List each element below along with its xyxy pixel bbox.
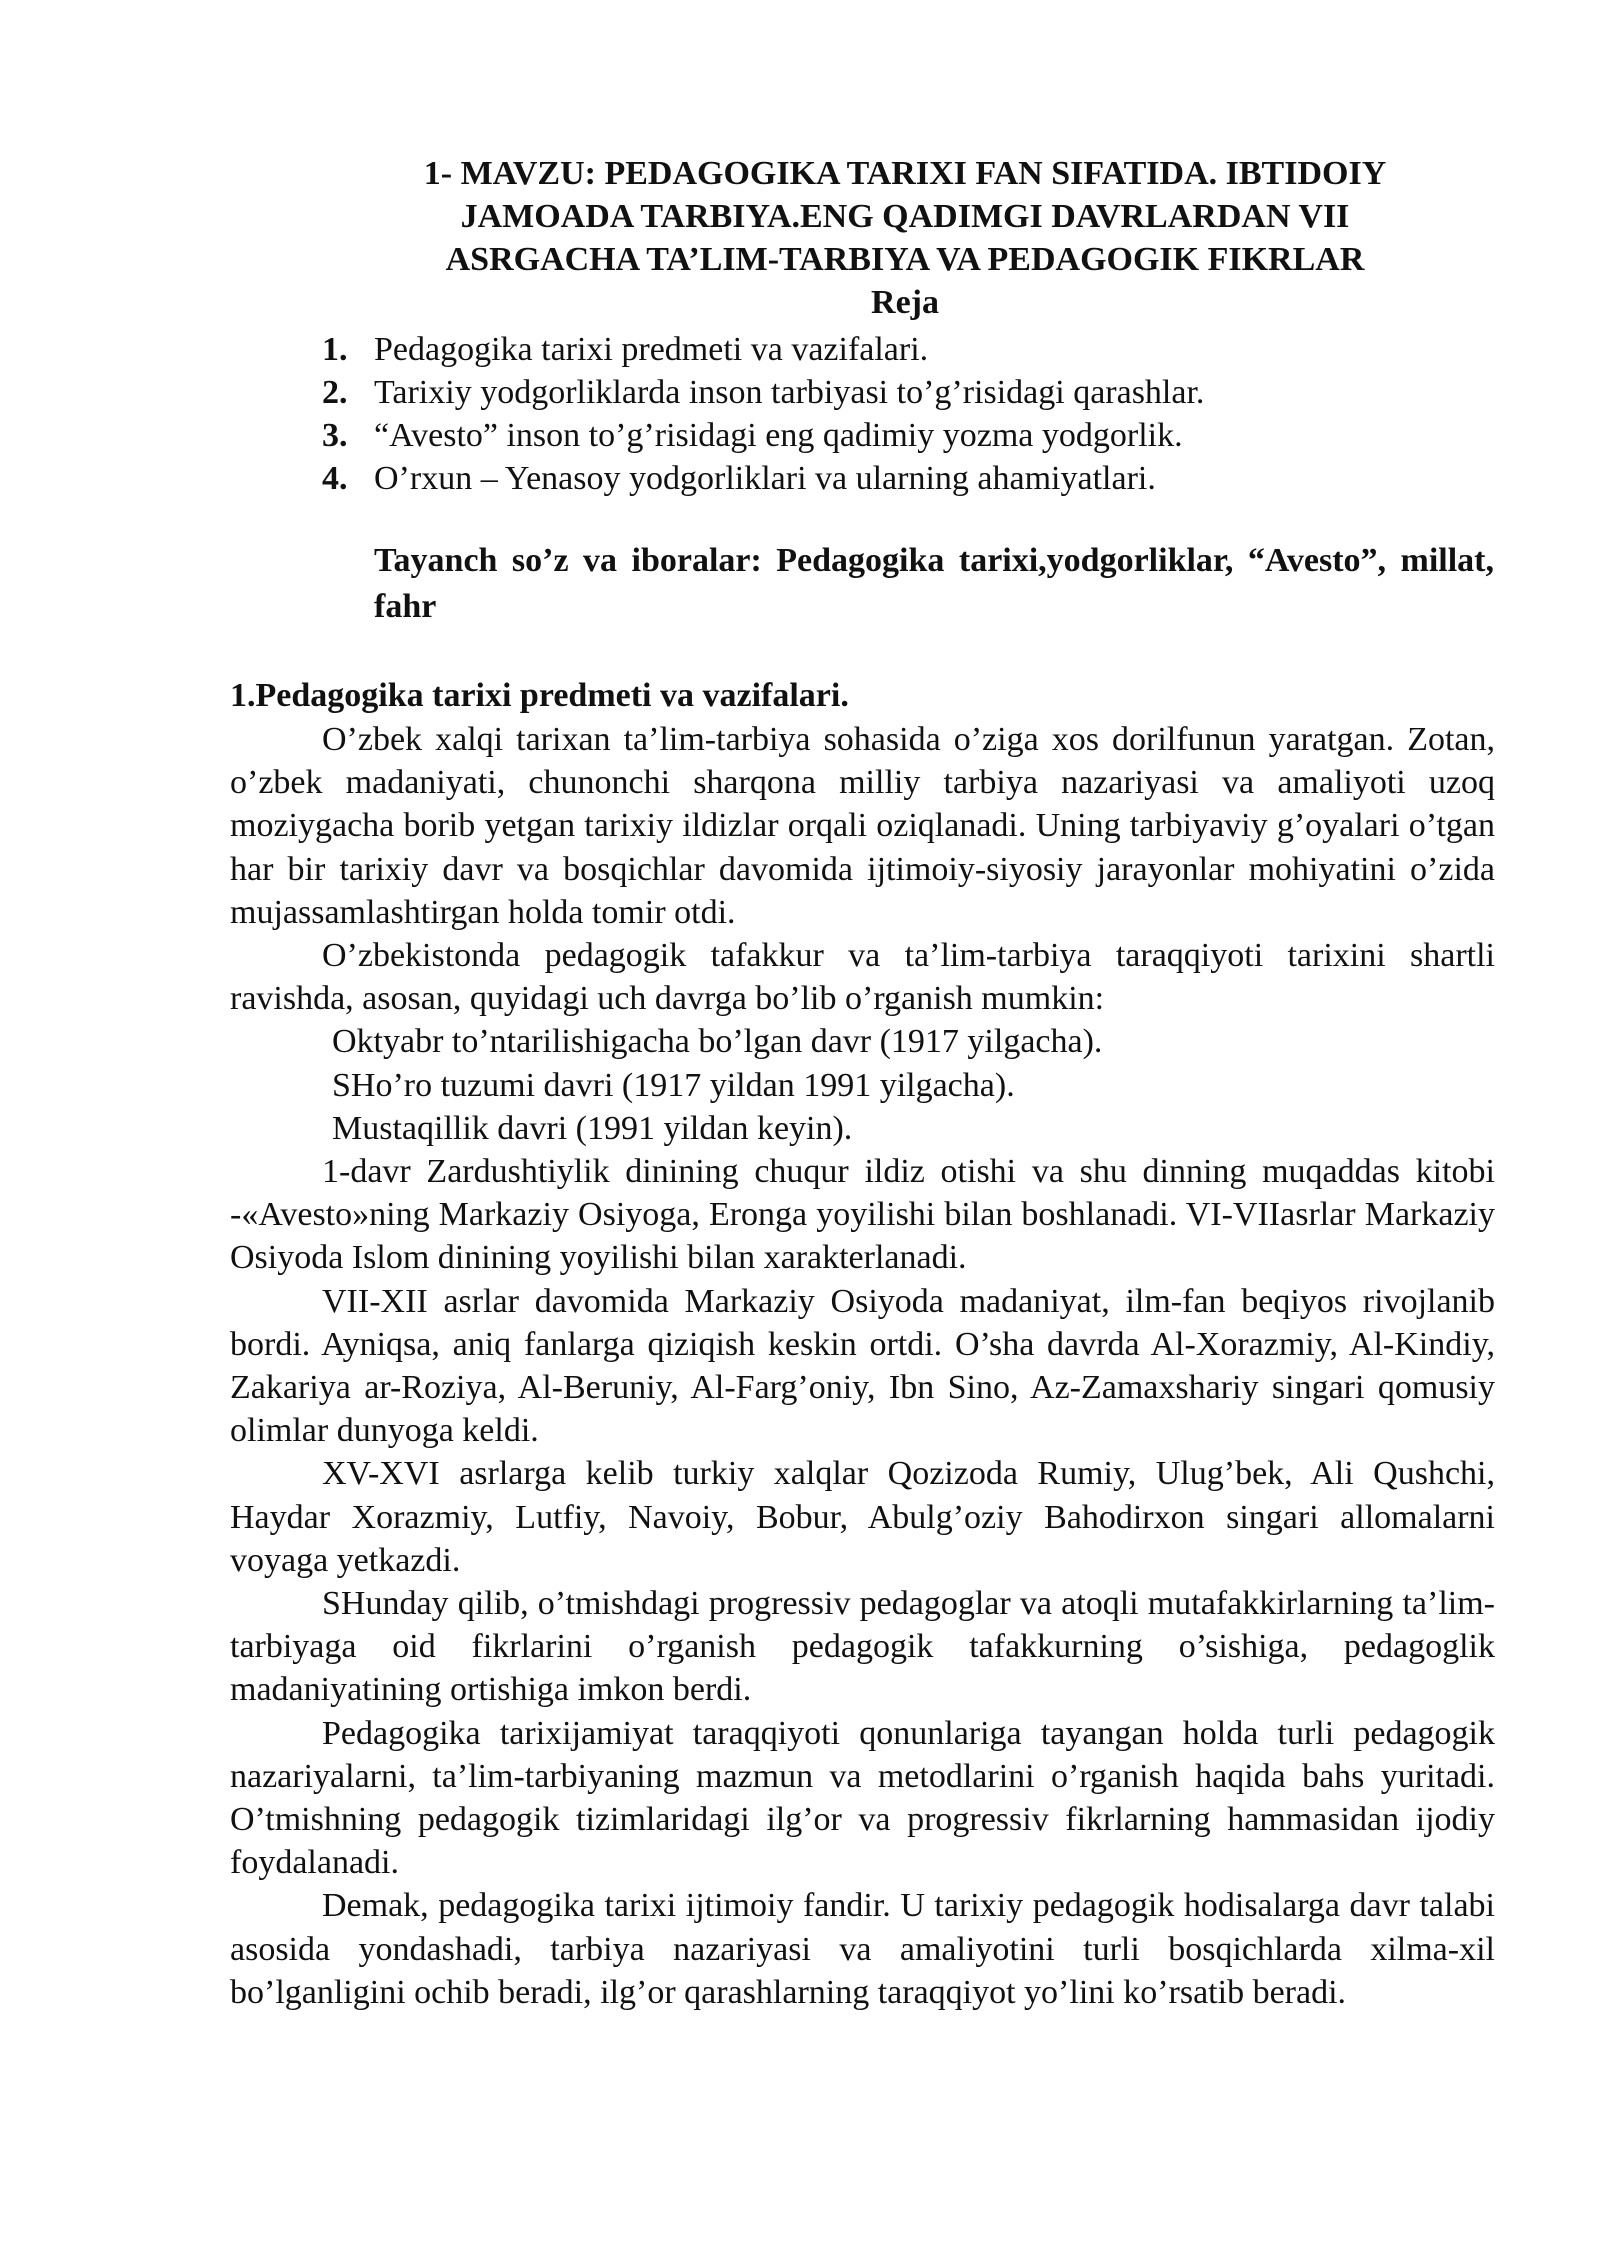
- plan-list: [322, 328, 1204, 500]
- section-heading: 1.Pedagogika tarixi predmeti va vazifalari.: [230, 677, 849, 714]
- title-line: JAMOADA TARBIYA.ENG QADIMGI DAVRLARDAN VII: [460, 198, 1350, 235]
- plan-heading: Reja: [871, 284, 939, 321]
- body-paragraph: O’zbekistonda pedagogik tafakkur va ta’lim-tarbiya taraqqiyoti tarixini shartli ravishda, asosan, quyidagi uch davrga bo’lib o’rganish mumkin:: [230, 937, 1495, 1018]
- body-text: [230, 718, 1495, 2014]
- period-item: SHo’ro tuzumi davri (1917 yildan 1991 yilgacha).: [332, 1066, 1015, 1104]
- body-paragraph: Pedagogika tarixijamiyat taraqqiyoti qonunlariga tayangan holda turli pedagogik nazariyalarni, ta’lim-tarbiyaning mazmun va metodlarini o’rganish haqida bahs yuritadi. O’tmishning pedagogik tizimlaridagi ilg’or va progressiv fikrlarning hammasidan ijodiy foydalanadi.: [230, 1714, 1495, 1882]
- title-line: 1- MAVZU: PEDAGOGIKA TARIXI FAN SIFATIDA. IBTIDOIY: [423, 155, 1387, 192]
- period-item: Oktyabr to’ntarilishigacha bo’lgan davr (1917 yilgacha).: [332, 1023, 1103, 1061]
- body-paragraph: O’zbek xalqi tarixan ta’lim-tarbiya sohasida o’ziga xos dorilfunun yaratgan. Zotan, o’zbek madaniyati, chunonchi sharqona milliy tarbiya nazariyasi va amaliyoti uzoq moziygacha borib yetgan tarixiy ildizlar orqali oziqlanadi. Uning tarbiyaviy g’oyalari o’tgan har bir tarixiy davr va bosqichlar davomida ijtimoiy-siyosiy jarayonlar mohiyatini o’zida mujassamlashtirgan holda tomir otdi.: [230, 721, 1495, 931]
- body-paragraph: SHunday qilib, o’tmishdagi progressiv pedagoglar va atoqli mutafakkirlarning ta’lim-tarbiyaga oid fikrlarini o’rganish pedagogik tafakkurning o’sishiga, pedagoglik madaniyatining ortishiga imkon berdi.: [230, 1585, 1495, 1709]
- plan-item-number: 4.: [322, 460, 348, 497]
- title-line: ASRGACHA TA’LIM-TARBIYA VA PEDAGOGIK FIKRLAR: [445, 241, 1365, 278]
- body-paragraph: XV-XVI asrlarga kelib turkiy xalqlar Qozizoda Rumiy, Ulug’bek, Ali Qushchi, Haydar Xorazmiy, Lutfiy, Navoiy, Bobur, Abulg’oziy Bahodirxon singari allomalarni voyaga yetkazdi.: [230, 1455, 1495, 1579]
- plan-item-number: 3.: [322, 417, 348, 454]
- period-item: Mustaqillik davri (1991 yildan keyin).: [332, 1109, 853, 1147]
- body-paragraph: Demak, pedagogika tarixi ijtimoiy fandir. U tarixiy pedagogik hodisalarga davr talabi asosida yondashadi, tarbiya nazariyasi va amaliyotini turli bosqichlarda xilma-xil bo’lganligini ochib beradi, ilg’or qarashlarning taraqqiyot yo’lini ko’rsatib beradi.: [230, 1887, 1495, 2011]
- document-title: [330, 152, 1480, 324]
- plan-item-text: “Avesto” inson to’g’risidagi eng qadimiy yozma yodgorlik.: [374, 417, 1183, 454]
- plan-item: [322, 371, 1204, 414]
- plan-item: [322, 328, 1204, 371]
- plan-item-text: Tarixiy yodgorliklarda inson tarbiyasi to’g’risidagi qarashlar.: [374, 374, 1205, 411]
- plan-item: [322, 457, 1204, 500]
- plan-item-number: 2.: [322, 374, 348, 411]
- plan-item-number: 1.: [322, 331, 348, 368]
- plan-item-text: Pedagogika tarixi predmeti va vazifalari.: [374, 331, 929, 368]
- body-paragraph: 1-davr Zardushtiylik dinining chuqur ildiz otishi va shu dinning muqaddas kitobi -«Avesto»ning Markaziy Osiyoga, Eronga yoyilishi bilan boshlanadi. VI-VIIasrlar Markaziy Osiyoda Islom dinining yoyilishi bilan xarakterlanadi.: [230, 1153, 1495, 1277]
- plan-item: [322, 414, 1204, 457]
- plan-item-text: O’rxun – Yenasoy yodgorliklari va ularning ahamiyatlari.: [374, 460, 1156, 497]
- keywords-paragraph: Tayanch so’z va iboralar: Pedagogika tarixi,yodgorliklar, “Avesto”, millat, fahr: [374, 542, 1494, 625]
- body-paragraph: VII-XII asrlar davomida Markaziy Osiyoda madaniyat, ilm-fan beqiyos rivojlanib bordi. Ayniqsa, aniq fanlarga qiziqish keskin ortdi. O’sha davrda Al-Xorazmiy, Al-Kindiy, Zakariya ar-Roziya, Al-Beruniy, Al-Farg’oniy, Ibn Sino, Az-Zamaxshariy singari qomusiy olimlar dunyoga keldi.: [230, 1282, 1495, 1450]
